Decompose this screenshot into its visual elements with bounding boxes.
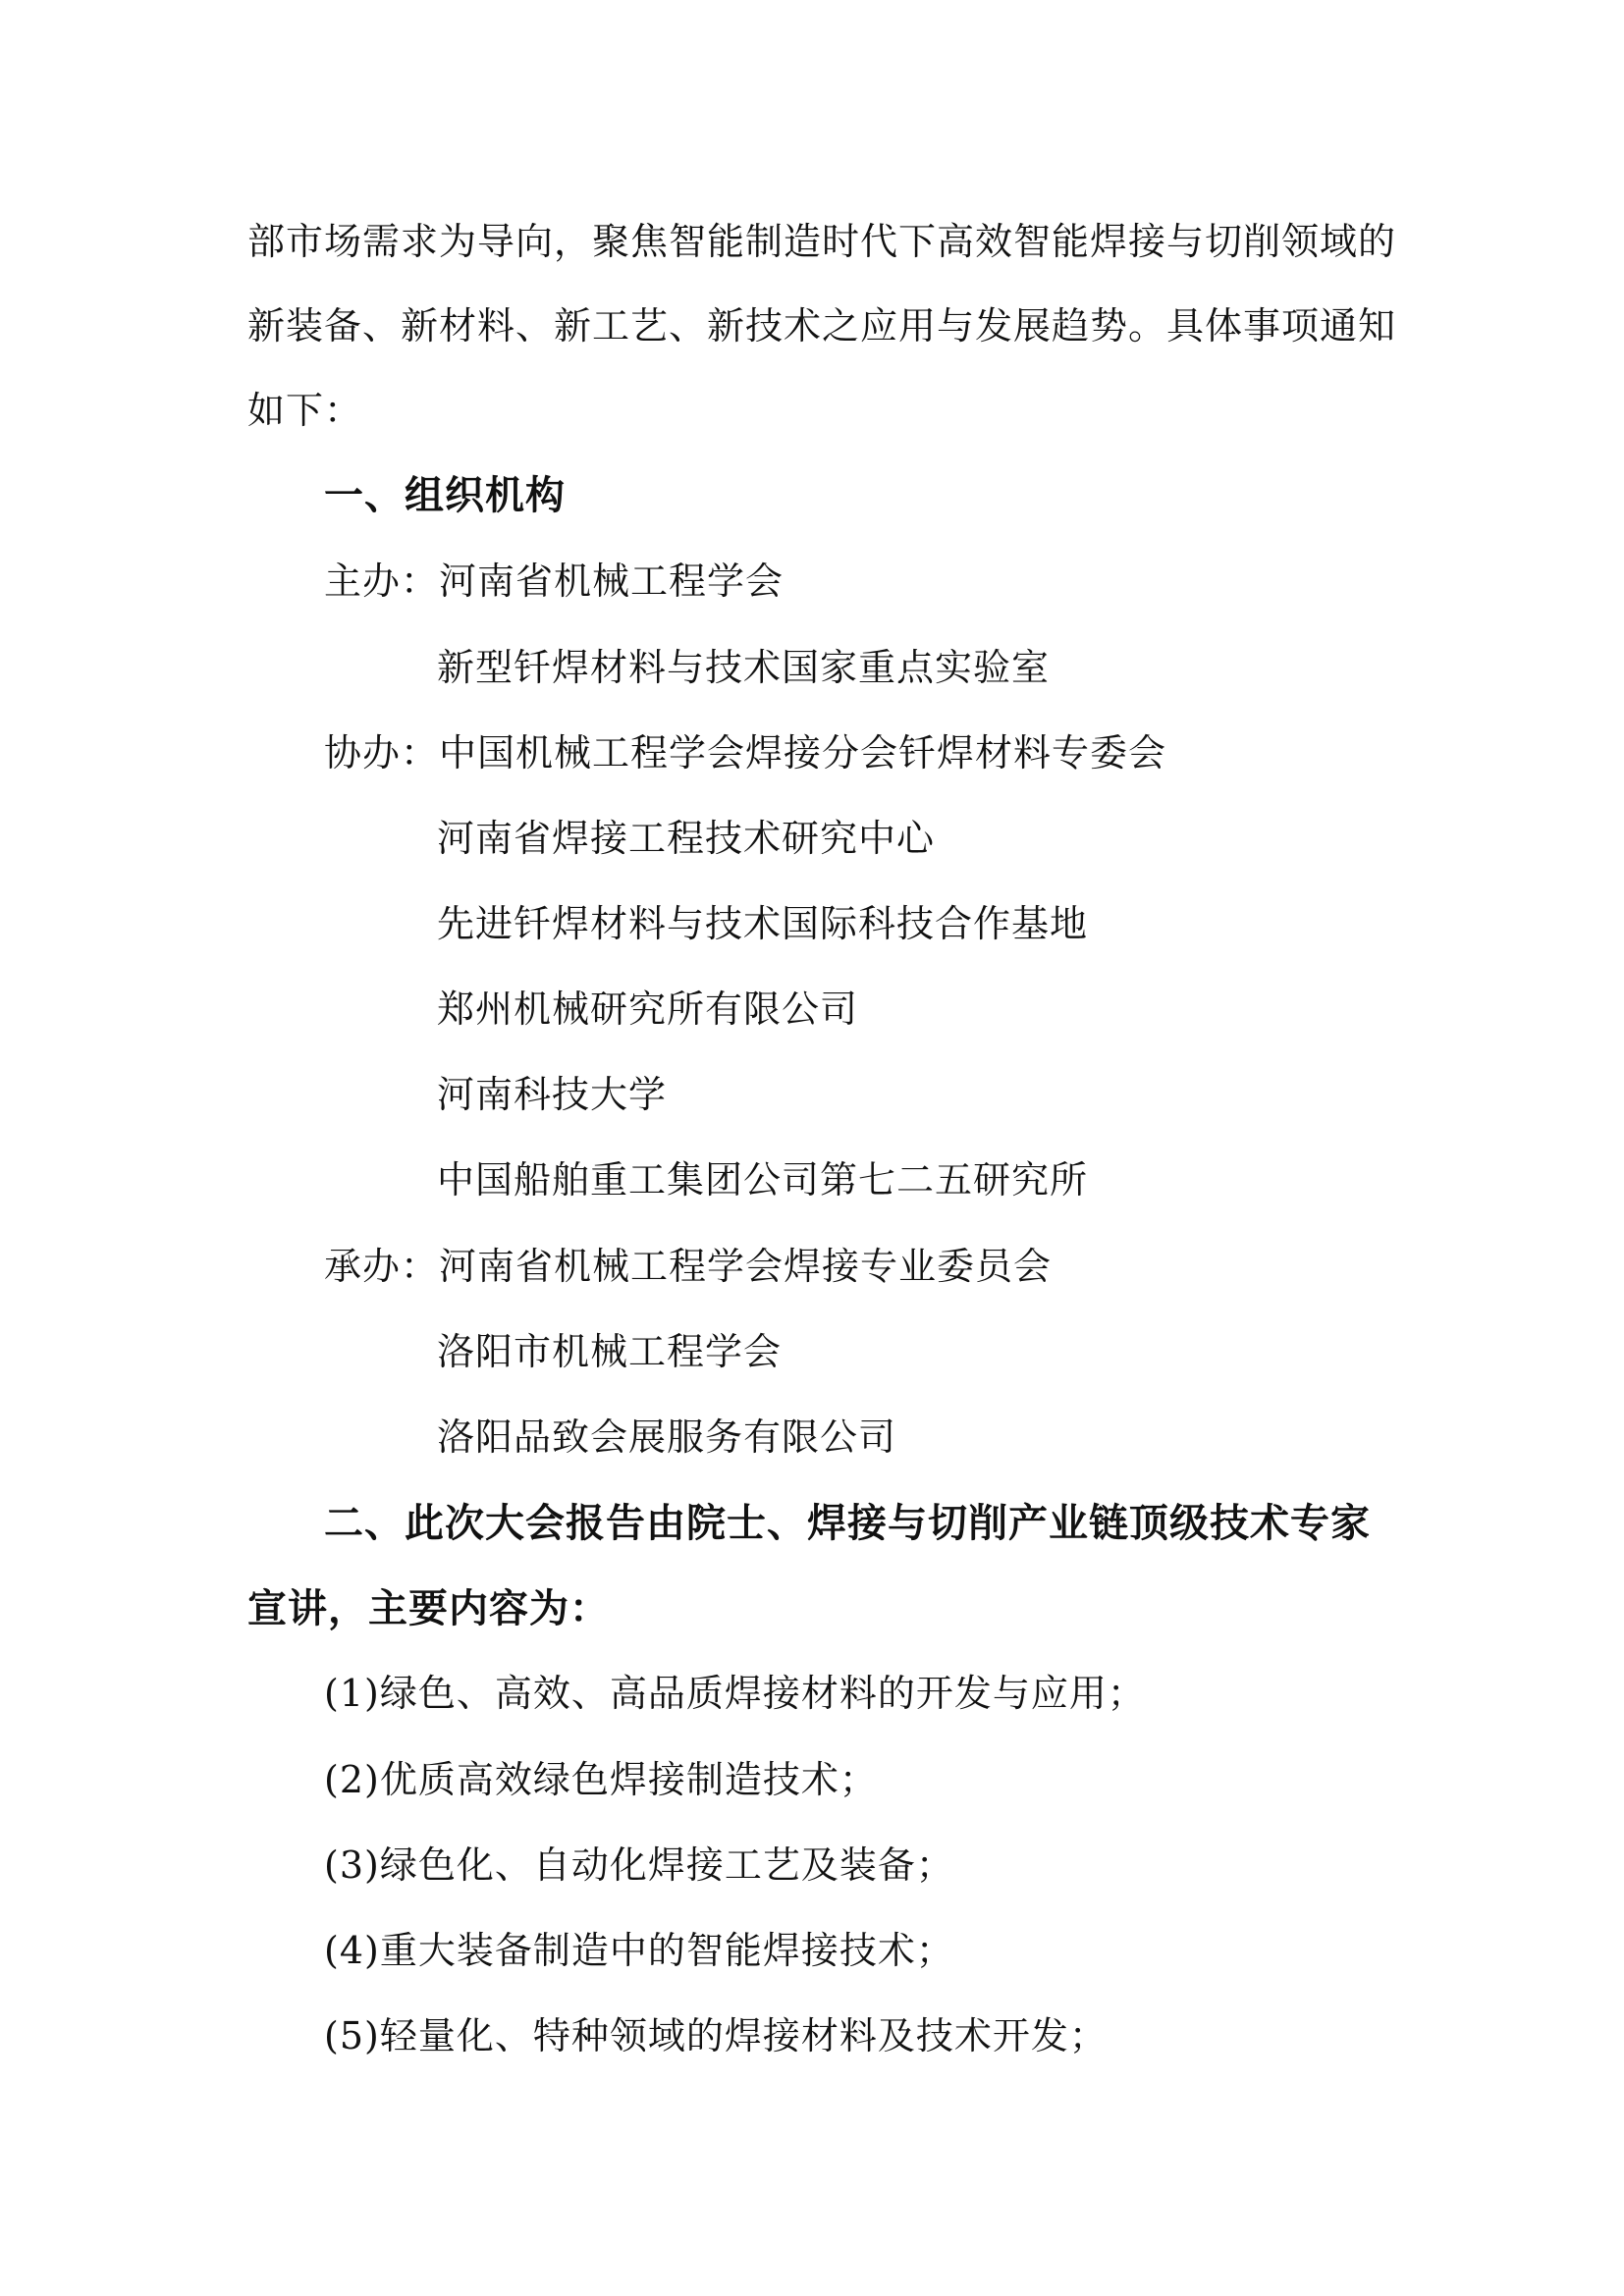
co-host-item: 中国船舶重工集团公司第七二五研究所 <box>437 1158 1089 1201</box>
organizer-item: 洛阳市机械工程学会 <box>437 1330 783 1373</box>
content-item: (2)优质高效绿色焊接制造技术； <box>324 1758 878 1801</box>
intro-line-3: 如下： <box>247 389 363 432</box>
co-host-row <box>324 728 1166 777</box>
co-host-item: 中国机械工程学会焊接分会钎焊材料专委会 <box>439 731 1167 774</box>
host-item: 新型钎焊材料与技术国家重点实验室 <box>437 646 1051 689</box>
intro-line-2: 新装备、新材料、新工艺、新技术之应用与发展趋势。具体事项通知 <box>247 304 1397 347</box>
content-item: (1)绿色、高效、高品质焊接材料的开发与应用； <box>324 1672 1146 1715</box>
content-item: (5)轻量化、特种领域的焊接材料及技术开发； <box>324 2014 1108 2057</box>
section-2-title-line-1: 二、此次大会报告由院士、焊接与切削产业链顶级技术专家 <box>324 1500 1371 1546</box>
host-row <box>324 557 784 606</box>
host-item: 河南省机械工程学会 <box>439 560 785 603</box>
organizer-row <box>324 1242 1052 1291</box>
co-host-item: 河南省焊接工程技术研究中心 <box>437 817 936 860</box>
content-item: (4)重大装备制造中的智能焊接技术； <box>324 1929 954 1972</box>
host-label: 主办： <box>324 560 440 603</box>
content-item: (3)绿色化、自动化焊接工艺及装备； <box>324 1843 954 1887</box>
co-host-item: 先进钎焊材料与技术国际科技合作基地 <box>437 902 1089 945</box>
section-1-title: 一、组织机构 <box>324 472 566 518</box>
co-host-label: 协办： <box>324 731 440 774</box>
co-host-item: 郑州机械研究所有限公司 <box>437 988 859 1031</box>
organizer-label: 承办： <box>324 1245 440 1288</box>
organizer-item: 洛阳品致会展服务有限公司 <box>437 1415 897 1459</box>
organizer-item: 河南省机械工程学会焊接专业委员会 <box>439 1245 1053 1288</box>
section-2-title-line-2: 宣讲，主要内容为： <box>247 1585 610 1631</box>
intro-line-1: 部市场需求为导向，聚焦智能制造时代下高效智能焊接与切削领域的 <box>247 220 1397 263</box>
co-host-item: 河南科技大学 <box>437 1073 668 1116</box>
